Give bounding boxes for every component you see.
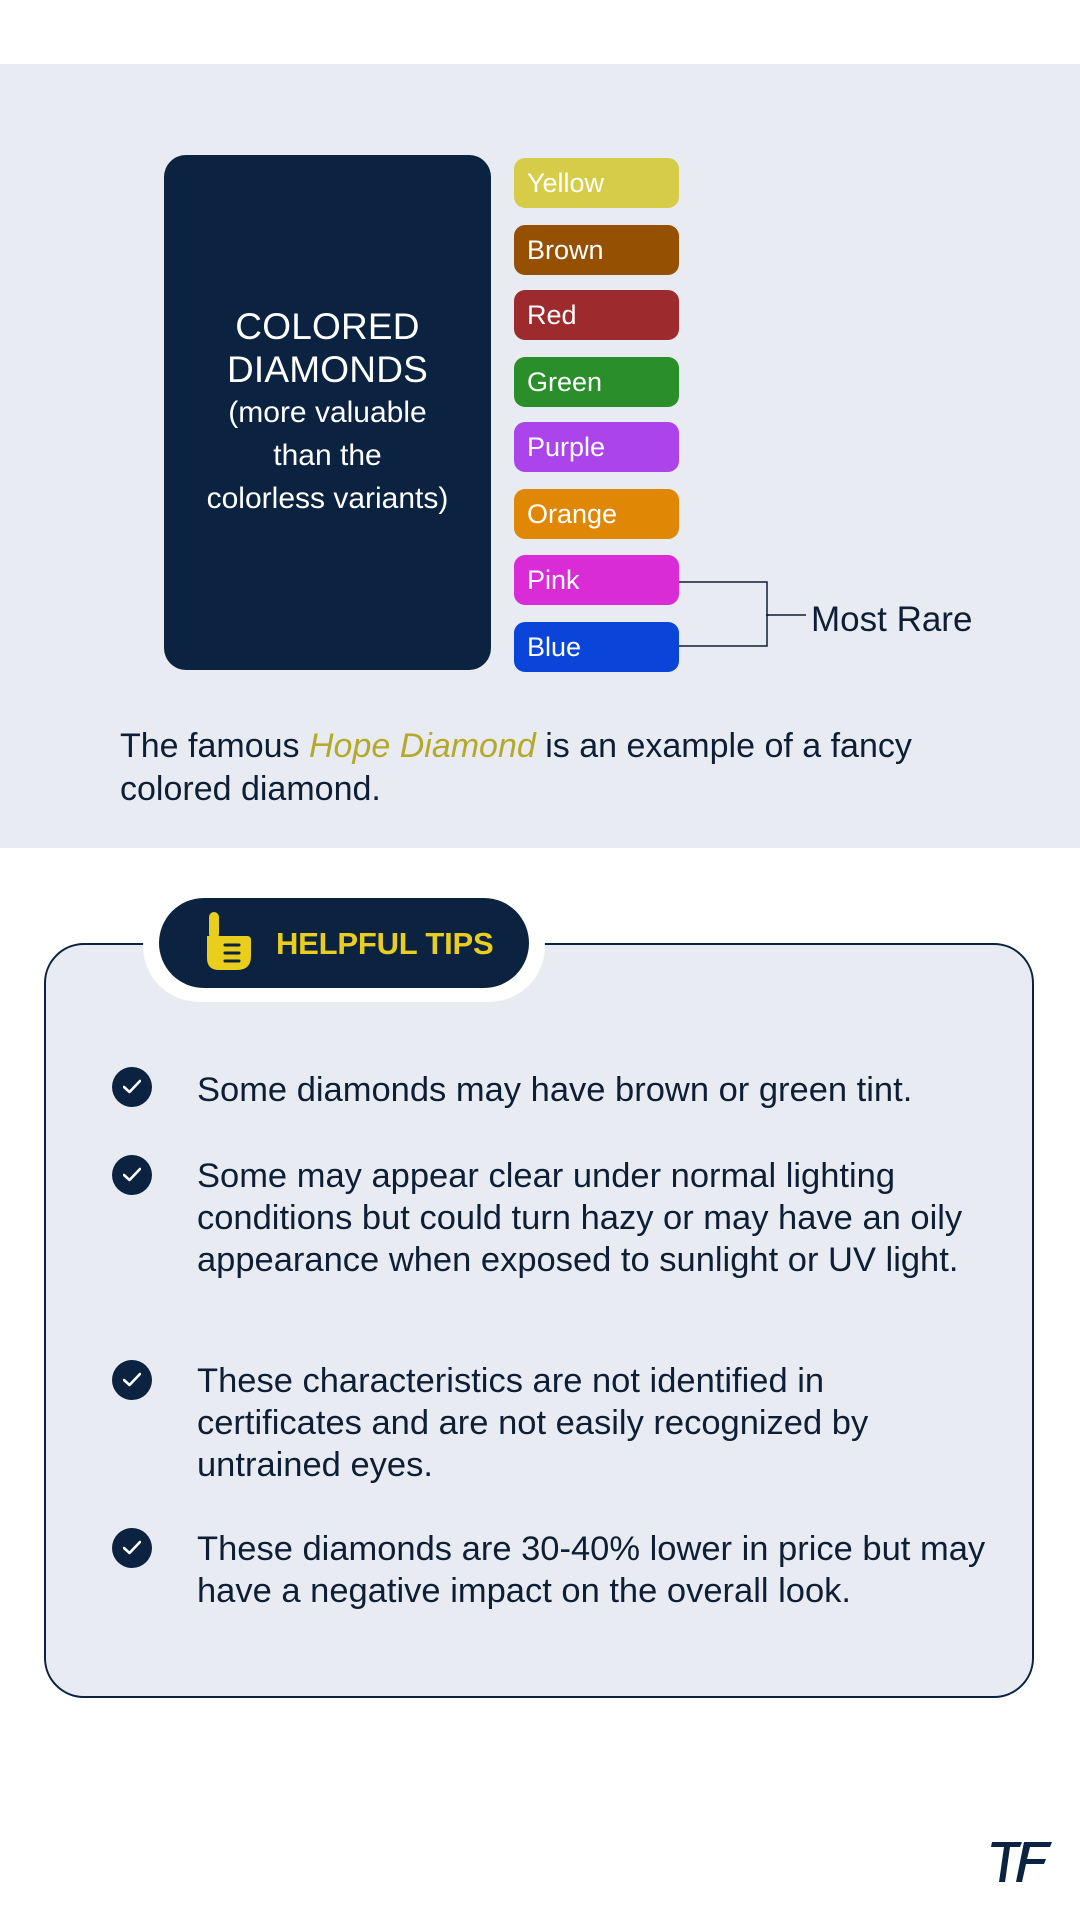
- check-circle-icon: [112, 1067, 152, 1107]
- most-rare-bracket: [679, 581, 769, 647]
- color-pill-orange: Orange: [514, 489, 679, 539]
- color-pill-pink: Pink: [514, 555, 679, 605]
- tip-text: These diamonds are 30-40% lower in price but may have a negative impact on the overall look.: [197, 1530, 986, 1610]
- check-circle-icon: [112, 1360, 152, 1400]
- tip-text: Some may appear clear under normal lighting conditions but could turn hazy or may have an oily appearance when exposed to sunlight or UV light.: [197, 1157, 963, 1279]
- hope-diamond-highlight: Hope Diamond: [308, 727, 536, 765]
- hope-diamond-note: [120, 725, 1000, 811]
- tip-text: Some diamonds may have brown or green tint.: [197, 1071, 913, 1109]
- colored-diamonds-title: COLORED DIAMONDS: [227, 306, 428, 390]
- color-pill-yellow: Yellow: [514, 158, 679, 208]
- pointing-hand-icon: [203, 910, 253, 974]
- check-circle-icon: [112, 1528, 152, 1568]
- most-rare-connector: [766, 614, 806, 616]
- color-pill-red: Red: [514, 290, 679, 340]
- hope-suffix: is an example of a fancy colored diamond.: [120, 727, 912, 808]
- color-pill-blue: Blue: [514, 622, 679, 672]
- hope-prefix: The famous: [120, 727, 309, 765]
- brand-logo: [990, 1838, 1054, 1884]
- tip-text: These characteristics are not identified in certificates and are not easily recognized by untrained eyes.: [197, 1362, 869, 1484]
- color-pill-purple: Purple: [514, 422, 679, 472]
- helpful-tips-heading: HELPFUL TIPS: [276, 926, 494, 961]
- color-pill-green: Green: [514, 357, 679, 407]
- check-circle-icon: [112, 1155, 152, 1195]
- most-rare-label: Most Rare: [811, 600, 973, 639]
- colored-diamonds-card: [164, 155, 491, 670]
- colored-diamonds-subtitle: (more valuable than the colorless variants): [206, 396, 449, 515]
- color-pill-brown: Brown: [514, 225, 679, 275]
